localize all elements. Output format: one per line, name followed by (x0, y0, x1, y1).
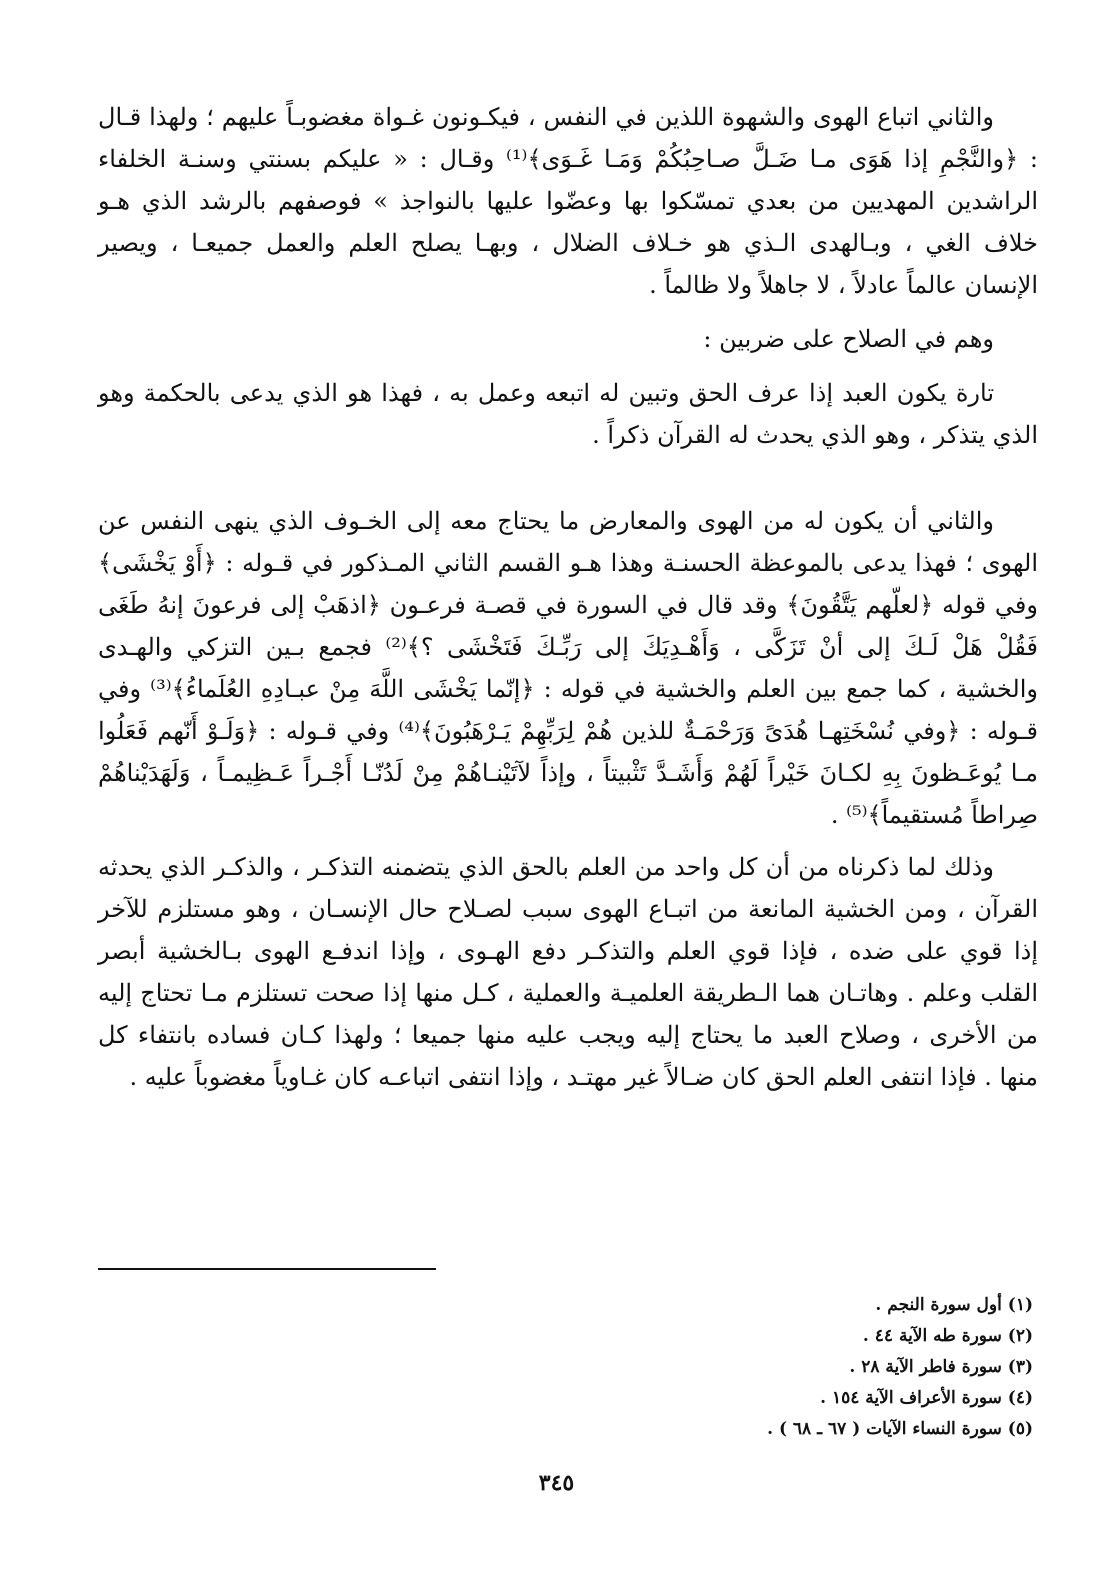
footnote-4: (٤) سورة الأعراف الآية ١٥٤ . (820, 1388, 1033, 1408)
paragraph-4: والثاني أن يكون له من الهوى والمعارض ما يحتاج معه إلى الخـوف الذي ينهى النفس عن الهوى ؛ فهذا يدعى بالموعظة الحسنـة وهذا هـو القسم الثاني المـذكور في قـوله : ﴿أَوْ يَخْشَى﴾ وفي قوله ﴿لعلّهم يَتَّقُونَ﴾ وقد قال في السورة في قصـة فرعـون ﴿اذهَبْ إلى فرعونَ إنهُ طَغَى فَقُلْ هَلْ لَـكَ إلى أنْ تَزَكَّى ، وَأَهْـدِيَكَ إلى رَبِّـكَ فَتَخْشَى ؟﴾⁽²⁾ فجمع بـين التزكي والهـدى والخشية ، كما جمع بين العلم والخشية في قوله : ﴿إنّما يَخْشَى اللَّهَ مِنْ عبـادِهِ العُلَماءُ﴾⁽³⁾ وفي قـوله : ﴿وفي نُسْخَتِهـا هُدَىً وَرَحْمَـةٌ للذين هُمْ لِرَبِّهِمْ يَـرْهَبُونَ﴾⁽⁴⁾ وفي قـوله : ﴿وَلَـوْ أَنّهم فَعَلُوا مـا يُوعَـظونَ بِهِ لكـانَ خَيْراً لَهُمْ وَأَشَـدَّ تَثْبيتاً ، وإذاً لآتَيْنـاهُمْ مِنْ لَدُنّـا أَجْـراً عَـظِيمـاً ، وَلَهَدَيْناهُمْ صِراطاً مُستقيماً﴾⁽⁵⁾ . (98, 507, 1038, 829)
page-number: ٣٤٥ (538, 1470, 575, 1496)
footnote-5: (٥) سورة النساء الآيات ( ٦٧ ـ ٦٨ ) . (767, 1419, 1033, 1439)
footnote-2: (٢) سورة طه الآية ٤٤ . (862, 1326, 1033, 1346)
paragraph-3: تارة يكون العبد إذا عرف الحق وتبين له اتبعه وعمل به ، فهذا هو الذي يدعى بالحكمة وهو الذي يتذكر ، وهو الذي يحدث له القرآن ذكراً . (98, 379, 1038, 449)
footnote-1: (١) أول سورة النجم . (875, 1295, 1033, 1315)
paragraph-1: والثاني اتباع الهوى والشهوة اللذين في النفس ، فيكـونون غـواة مغضوبـاً عليهم ؛ ولهذا قـال : ﴿والنَّجْمِ إذا هَوَى مـا ضَـلَّ صـاحِبُكُمْ وَمَـا غَـوَى﴾⁽¹⁾ وقـال : « عليكم بسنتي وسنـة الخلفاء الراشدين المهديين من بعدي تمسّكوا بها وعضّوا عليها بالنواجذ » فوصفهم بالرشد الذي هـو خلاف الغي ، وبـالهدى الـذي هو خـلاف الضلال ، وبهـا يصلح العلم والعمل جميعـا ، ويصير الإنسان عالماً عادلاً ، لا جاهلاً ولا ظالماً . (98, 103, 1038, 299)
footnote-divider (98, 1268, 436, 1270)
paragraph-5: وذلك لما ذكرناه من أن كل واحد من العلم بالحق الذي يتضمنه التذكـر ، والذكـر الذي يحدثه القرآن ، ومن الخشية المانعة من اتبـاع الهوى سبب لصـلاح حال الإنسـان ، وهو مستلزم للآخر إذا قوي على ضده ، فإذا قوي العلم والتذكـر دفع الهـوى ، وإذا اندفـع الهوى بـالخشية أبصر القلب وعلم . وهاتـان هما الـطريقة العلميـة والعملية ، كـل منها إذا صحت تستلزم مـا تحتاج إليه من الأخرى ، وصلاح العبد ما يحتاج إليه ويجب عليه منها جميعا ؛ ولهذا كـان فساده بانتفاء كل منها . فإذا انتفى العلم الحق كان ضـالاً غير مهتـد ، وإذا انتفى اتباعـه كان غـاوياً مغضوباً عليه . (98, 853, 1038, 1091)
footnotes (533, 1290, 1033, 1445)
footnote-3: (٣) سورة فاطر الآية ٢٨ . (849, 1357, 1033, 1377)
paragraph-2: وهم في الصلاح على ضربين : (703, 325, 994, 353)
